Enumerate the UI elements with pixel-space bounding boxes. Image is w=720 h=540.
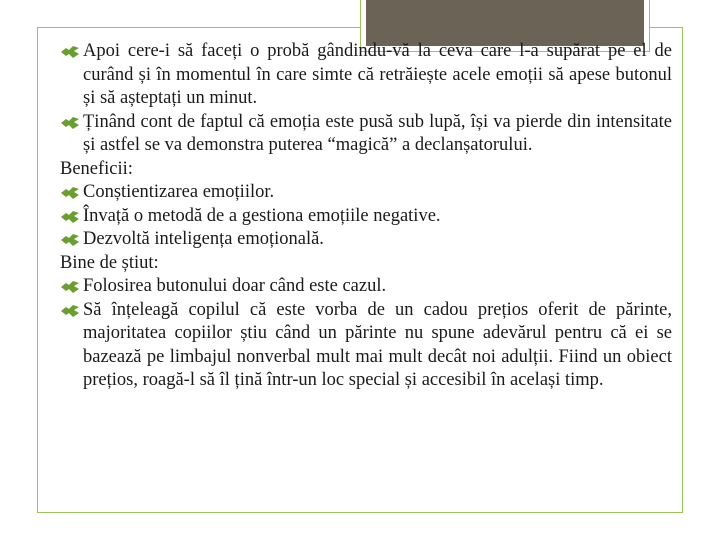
- know-heading: Bine de știut:: [60, 252, 159, 273]
- leaf-bullet-icon: [60, 210, 80, 224]
- slide-content: [60, 40, 672, 393]
- list-item: [60, 181, 672, 205]
- leaf-bullet-icon: [60, 45, 80, 59]
- list-item: [60, 111, 672, 158]
- list-item-text: Dezvoltă inteligența emoțională.: [83, 229, 324, 249]
- list-item-text: Să înțeleagă copilul că este vorba de un cadou prețios oferit de părinte, majoritatea copiilor știu când un părinte nu spune adevărul pentru că ei se bazează pe limbajul nonverbal mult mai mult decât noi adulții. Fiind un obiect prețios, roagă-l să îl țină într-un loc special și accesibil în același timp.: [83, 299, 672, 390]
- leaf-bullet-icon: [60, 116, 80, 130]
- list-item: [60, 40, 672, 111]
- list-item-text: Folosirea butonului doar când este cazul.: [83, 276, 387, 296]
- leaf-bullet-icon: [60, 280, 80, 294]
- list-item-text: Învață o metodă de a gestiona emoțiile negative.: [83, 205, 441, 226]
- list-item: [60, 228, 672, 252]
- leaf-bullet-icon: [60, 186, 80, 200]
- list-item-text: Conștientizarea emoțiilor.: [83, 182, 275, 202]
- leaf-bullet-icon: [60, 233, 80, 247]
- list-item-text: Apoi cere-i să faceți o probă gândindu-vă la ceva care l-a supărat pe el de curând și în momentul în care simte că retrăiește acele emoții să apese butonul și să așteptați un minut.: [83, 41, 672, 108]
- list-item: [60, 205, 672, 229]
- leaf-bullet-icon: [60, 304, 80, 318]
- benefits-heading: Beneficii:: [60, 158, 133, 179]
- list-item-text: Ținând cont de faptul că emoția este pusă sub lupă, își va pierde din intensitate și astfel se va demonstra puterea “magică” a declanșatorului.: [83, 111, 672, 155]
- list-item: [60, 299, 672, 393]
- list-item: [60, 275, 672, 299]
